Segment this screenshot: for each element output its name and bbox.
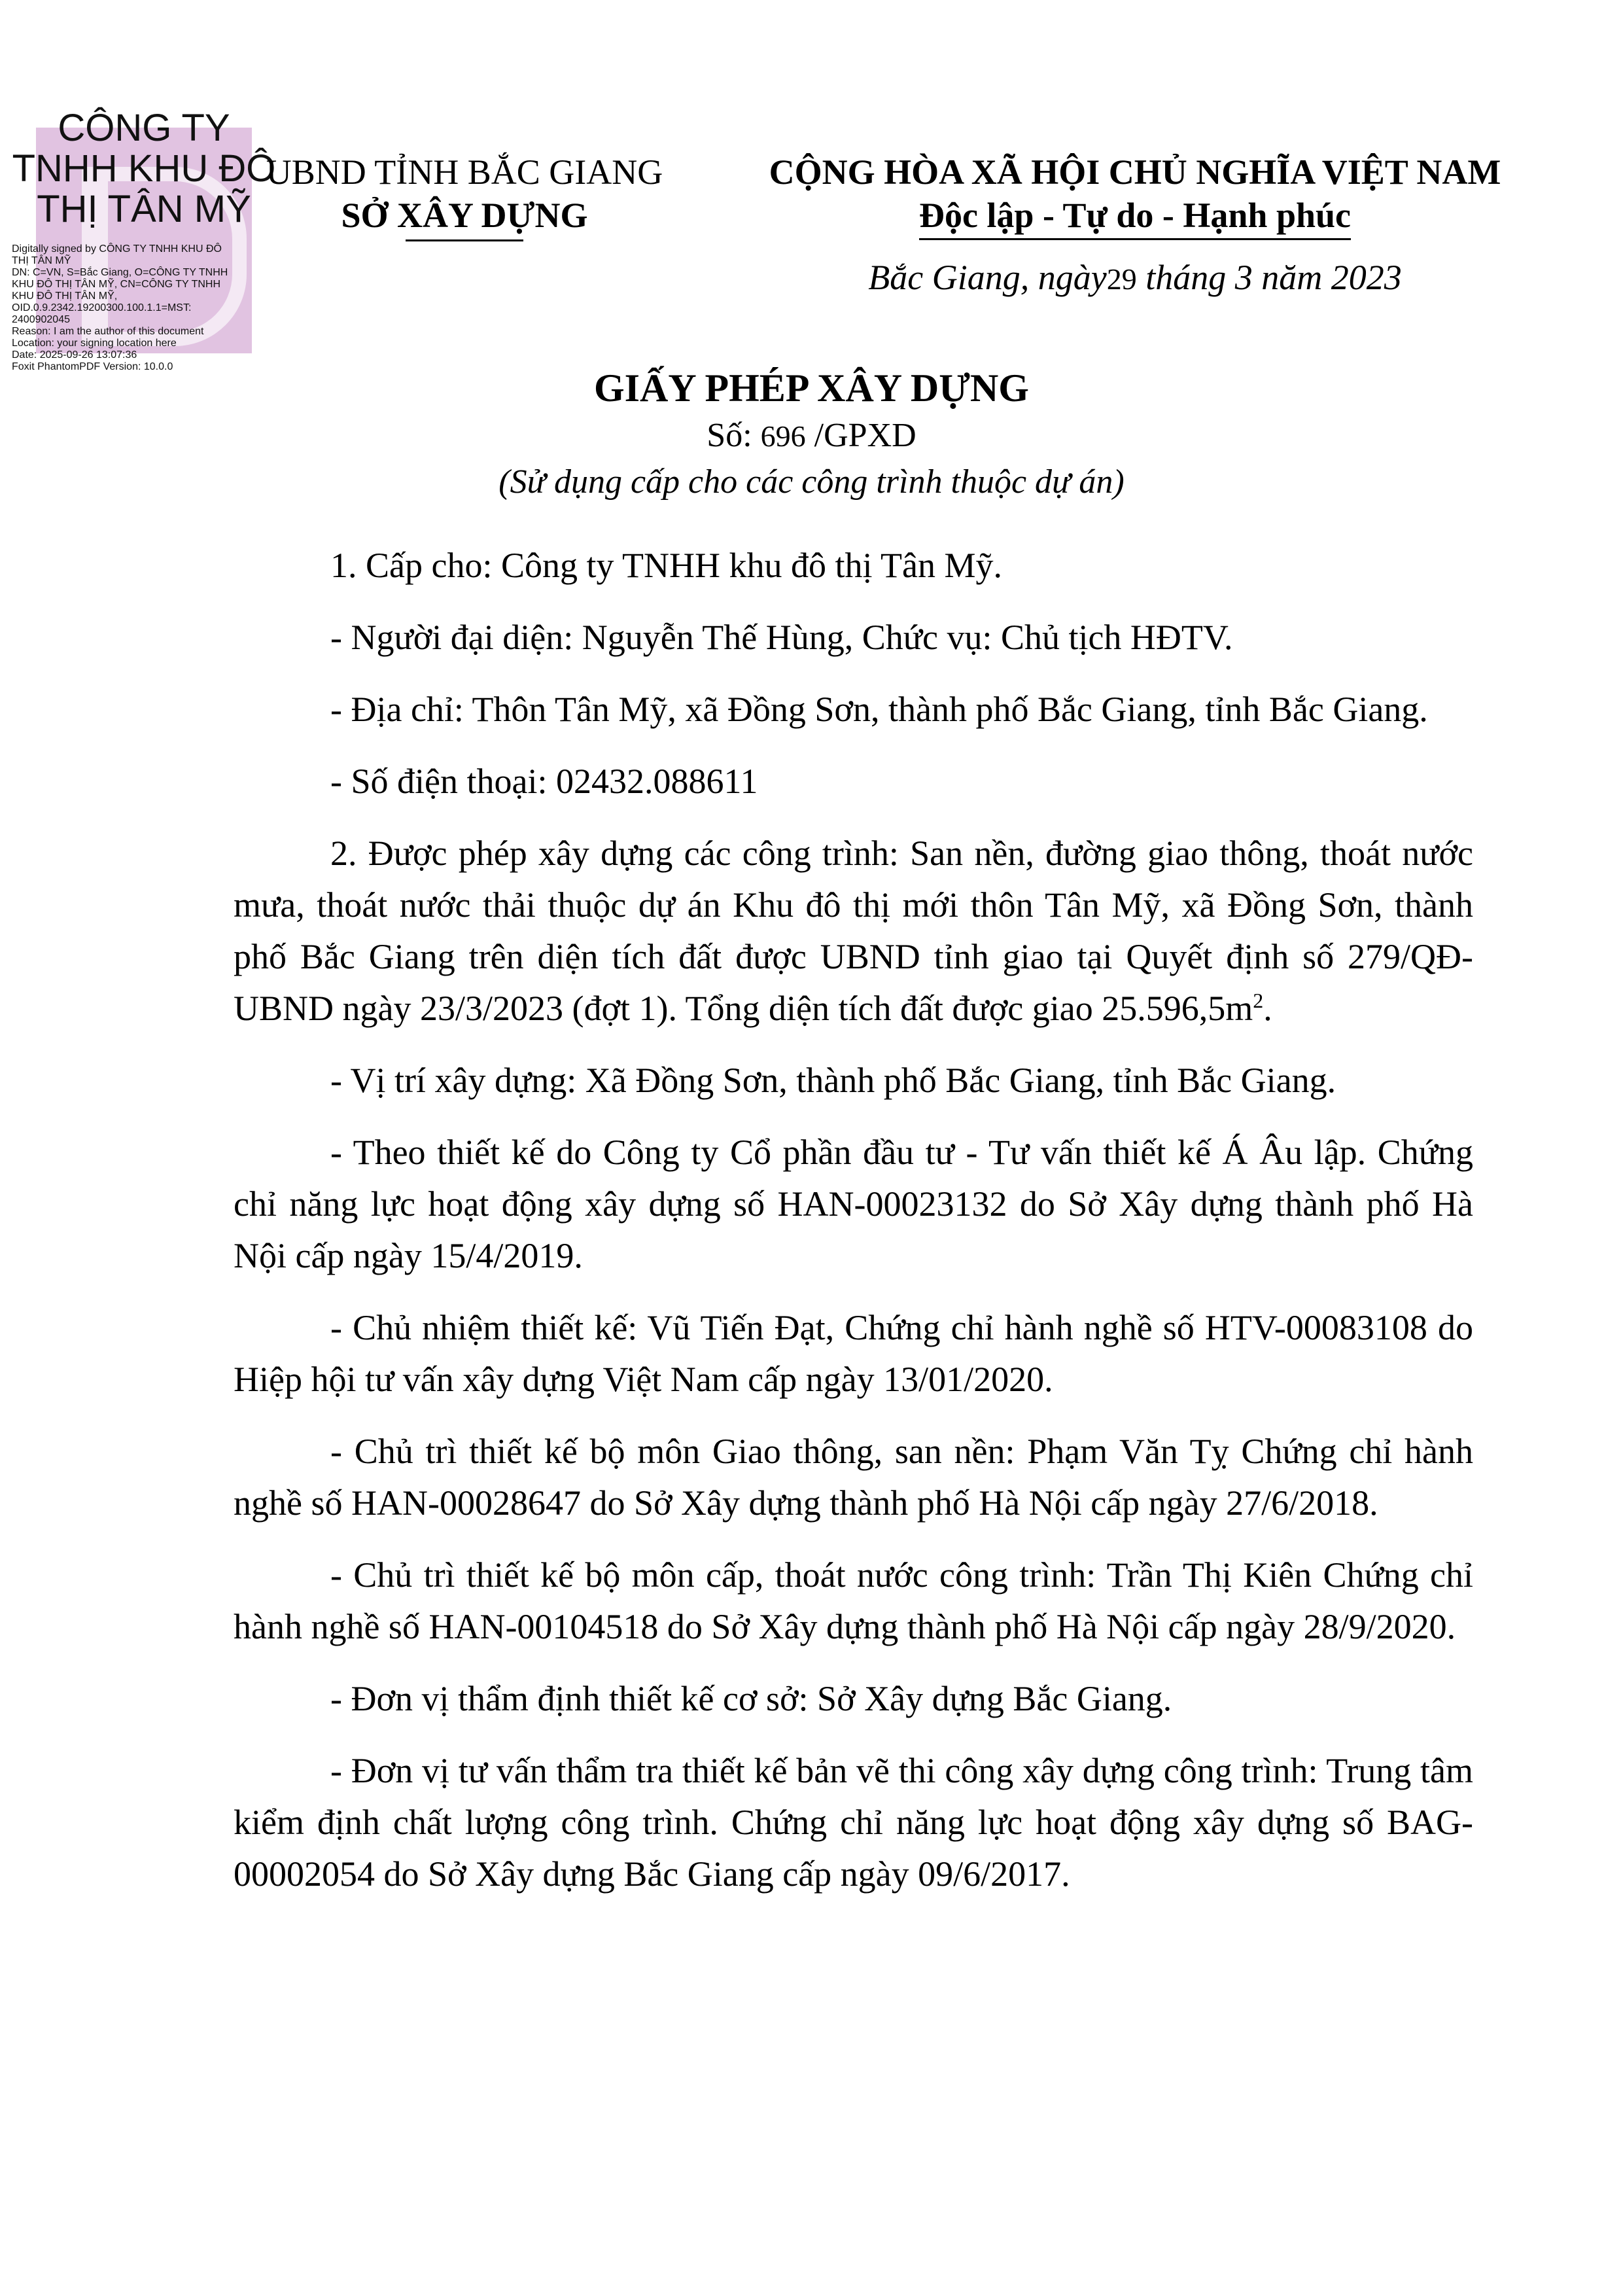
issuer-header bbox=[242, 150, 687, 241]
paragraph-phone: - Số điện thoại: 02432.088611 bbox=[330, 762, 758, 801]
signature-detail-line: KHU ĐÔ THỊ TÂN MỸ, bbox=[12, 291, 118, 302]
document-number bbox=[0, 413, 1623, 459]
signature-detail-line: THỊ TÂN MỸ bbox=[12, 255, 71, 266]
nation-name: CỘNG HÒA XÃ HỘI CHỦ NGHĨA VIỆT NAM bbox=[769, 152, 1501, 192]
signature-detail-line: KHU ĐÔ THỊ TÂN MỸ, CN=CÔNG TY TNHH bbox=[12, 279, 221, 290]
paragraph-appraisal-unit: - Đơn vị thẩm định thiết kế cơ sở: Sở Xây dựng Bắc Giang. bbox=[330, 1679, 1172, 1718]
date-prefix: Bắc Giang, ngày bbox=[868, 258, 1107, 297]
signature-detail-line: OID.0.9.2342.19200300.100.1.1=MST: bbox=[12, 302, 192, 313]
paragraph-address: - Địa chỉ: Thôn Tân Mỹ, xã Đồng Sơn, thành phố Bắc Giang, tỉnh Bắc Giang. bbox=[330, 690, 1428, 729]
document-body bbox=[234, 540, 1473, 1920]
signature-detail-line: Foxit PhantomPDF Version: 10.0.0 bbox=[12, 361, 173, 372]
department-name: SỞ XÂY DỰNG bbox=[341, 196, 588, 235]
national-header bbox=[707, 150, 1563, 240]
signature-detail-line: Digitally signed by CÔNG TY TNHH KHU ĐÔ bbox=[12, 243, 222, 255]
date-suffix: tháng 3 năm 2023 bbox=[1136, 258, 1402, 297]
paragraph-grantee: 1. Cấp cho: Công ty TNHH khu đô thị Tân Mỹ. bbox=[330, 546, 1002, 585]
paragraph-location: - Vị trí xây dựng: Xã Đồng Sơn, thành phố Bắc Giang, tỉnh Bắc Giang. bbox=[330, 1061, 1336, 1100]
signature-detail-line: Date: 2025-09-26 13:07:36 bbox=[12, 349, 137, 361]
signature-detail-line: Location: your signing location here bbox=[12, 338, 177, 349]
paragraph-water-lead: - Chủ trì thiết kế bộ môn cấp, thoát nước công trình: Trần Thị Kiên Chứng chỉ hành nghề số HAN-00104518 do Sở Xây dựng thành phố Hà Nội cấp ngày 28/9/2020. bbox=[234, 1555, 1473, 1646]
number-prefix: Số: bbox=[707, 417, 761, 454]
paragraph-verification-unit: - Đơn vị tư vấn thẩm tra thiết kế bản vẽ thi công xây dựng công trình: Trung tâm kiểm định chất lượng công trình. Chứng chỉ năng lực hoạt động xây dựng số BAG-00002054 do Sở Xây dựng Bắc Giang cấp ngày 09/6/2017. bbox=[234, 1751, 1473, 1894]
signature-detail-line: Reason: I am the author of this document bbox=[12, 326, 204, 337]
signature-detail-line: 2400902045 bbox=[12, 314, 70, 325]
document-subtitle: (Sử dụng cấp cho các công trình thuộc dự án) bbox=[498, 463, 1125, 501]
header-divider bbox=[406, 239, 523, 241]
number-value: 696 bbox=[760, 419, 806, 453]
document-title-block bbox=[0, 363, 1623, 505]
permitted-works-text: 2. Được phép xây dựng các công trình: San nền, đường giao thông, thoát nước mưa, thoát nước thải thuộc dự án Khu đô thị mới thôn Tân Mỹ, xã Đồng Sơn, thành phố Bắc Giang trên diện tích đất được UBND tỉnh giao tại Quyết định số 279/QĐ-UBND ngày 23/3/2023 (đợt 1). Tổng diện tích đất được giao 25.596,5m bbox=[234, 834, 1473, 1028]
paragraph-permitted-works bbox=[234, 828, 1473, 1034]
signature-detail-line: DN: C=VN, S=Bắc Giang, O=CÔNG TY TNHH bbox=[12, 267, 228, 278]
paragraph-representative: - Người đại diện: Nguyễn Thế Hùng, Chức vụ: Chủ tịch HĐTV. bbox=[330, 618, 1233, 657]
signature-details bbox=[12, 243, 273, 373]
document-title: GIẤY PHÉP XÂY DỰNG bbox=[594, 366, 1029, 410]
paragraph-design-lead: - Chủ nhiệm thiết kế: Vũ Tiến Đạt, Chứng chỉ hành nghề số HTV-00083108 do Hiệp hội tư vấn xây dựng Việt Nam cấp ngày 13/01/2020. bbox=[234, 1308, 1473, 1399]
date-day: 29 bbox=[1106, 262, 1137, 296]
permitted-works-end: . bbox=[1263, 989, 1272, 1028]
number-suffix: /GPXD bbox=[805, 417, 916, 454]
issue-date bbox=[707, 257, 1563, 298]
area-unit-superscript: 2 bbox=[1253, 989, 1264, 1012]
national-motto: Độc lập - Tự do - Hạnh phúc bbox=[919, 194, 1351, 240]
signature-signer-name: CÔNG TY TNHH KHU ĐÔ THỊ TÂN MỸ bbox=[12, 107, 276, 230]
paragraph-designer: - Theo thiết kế do Công ty Cổ phần đầu tư - Tư vấn thiết kế Á Âu lập. Chứng chỉ năng lực hoạt động xây dựng số HAN-00023132 do Sở Xây dựng thành phố Hà Nội cấp ngày 15/4/2019. bbox=[234, 1133, 1473, 1275]
agency-name: UBND TỈNH BẮC GIANG bbox=[266, 152, 663, 192]
paragraph-traffic-lead: - Chủ trì thiết kế bộ môn Giao thông, san nền: Phạm Văn Tỵ Chứng chỉ hành nghề số HAN-00028647 do Sở Xây dựng thành phố Hà Nội cấp ngày 27/6/2018. bbox=[234, 1432, 1473, 1523]
